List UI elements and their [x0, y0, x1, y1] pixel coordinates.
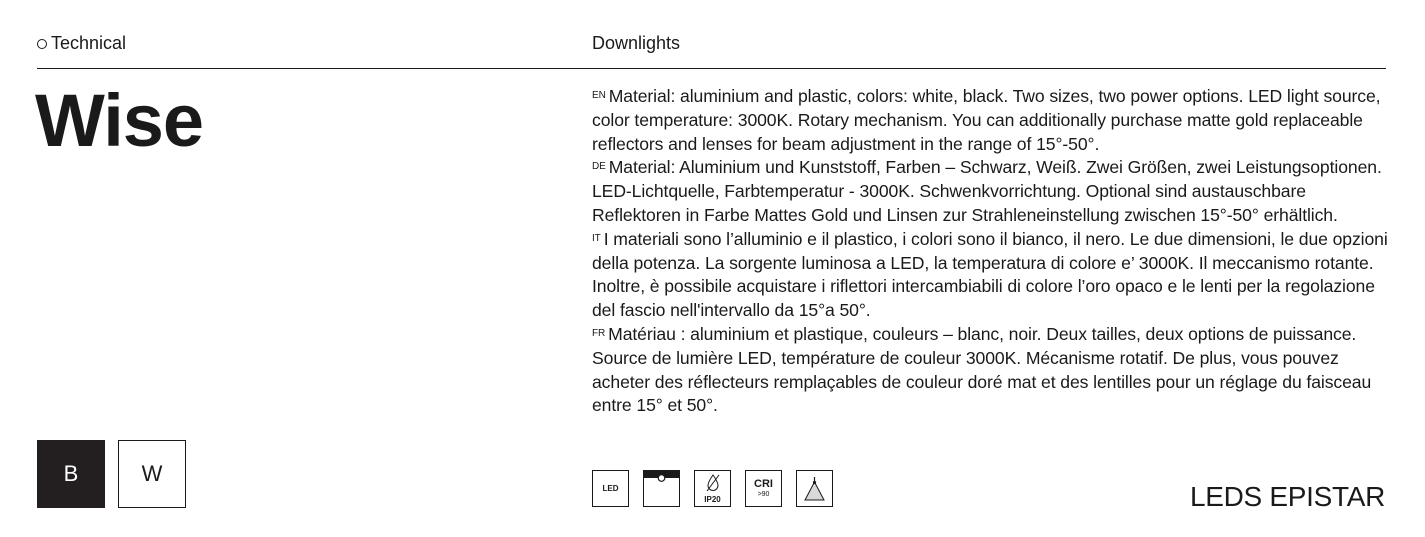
cri-label: CRI [754, 478, 773, 490]
category-label: Downlights [592, 33, 681, 53]
product-title: Wise [35, 79, 204, 162]
ip-rating-icon [694, 470, 731, 507]
cri-icon [745, 470, 782, 507]
lang-code-de: DE [592, 161, 606, 173]
section-label-text: Technical [51, 33, 127, 53]
lang-code-it: IT [592, 232, 601, 244]
lang-code-en: EN [592, 90, 606, 101]
led-icon-label: LED [602, 484, 619, 493]
ceiling-mount-graphic [644, 471, 679, 506]
beam-angle-graphic [797, 471, 832, 506]
circle-icon [37, 39, 47, 49]
ip-rating-label: IP20 [704, 495, 721, 504]
color-swatch-label: W [141, 461, 163, 486]
beam-angle-icon [796, 470, 833, 507]
description-fr [592, 323, 1392, 418]
section-label [37, 33, 126, 54]
cri-value: >90 [757, 491, 770, 498]
description-en-text: Material: aluminium and plastic, colors: white, black. Two sizes, two power options. LED light source, color temperature: 3000K. Rotary mechanism. You can additionally purchase matte gold replaceable reflectors and lenses for beam adjustment in the range of 15°-50°. [592, 86, 1381, 154]
led-icon [592, 470, 629, 507]
product-description [592, 85, 1392, 418]
description-en [592, 85, 1392, 156]
lang-code-fr: FR [592, 327, 606, 339]
header-divider [37, 68, 1386, 69]
description-it-text: I materiali sono l’alluminio e il plastico, i colori sono il bianco, il nero. Le due dimensioni, le due opzioni della potenza. La sorgente luminosa a LED, la temperatura di colore e’ 3000K. Il meccanismo rotante. Inoltre, è possibile acquistare i riflettori intercambiabili di colore l’oro opaco e le lenti per la regolazione del fascio nell'intervallo da 15°a 50°. [592, 228, 1388, 321]
description-de-text: Material: Aluminium und Kunststoff, Farben – Schwarz, Weiß. Zwei Größen, zwei Leistungsoptionen. LED-Lichtquelle, Farbtemperatur - 3000K. Schwenkvorrichtung. Optional sind austauschbare Reflektoren in Farbe Mattes Gold und Linsen zur Strahleneinstellung zwischen 15°-50° erhältlich. [592, 157, 1382, 225]
color-swatch-label: B [63, 461, 79, 486]
spec-icons [592, 470, 833, 507]
description-fr-text: Matériau : aluminium et plastique, couleurs – blanc, noir. Deux tailles, deux options de puissance. Source de lumière LED, température de couleur 3000K. Mécanisme rotatif. De plus, vous pouvez acheter des réflecteurs remplaçables de couleur doré mat et des lentilles pour un réglage du faisceau entre 15° et 50°. [592, 323, 1372, 416]
color-swatch-white[interactable] [118, 440, 186, 508]
ceiling-mount-icon [643, 470, 680, 507]
water-drop-icon [706, 474, 720, 492]
brand-name: LEDS EPISTAR [1189, 481, 1385, 512]
description-it [592, 228, 1392, 323]
description-de [592, 156, 1392, 227]
color-swatch-black[interactable] [37, 440, 105, 508]
